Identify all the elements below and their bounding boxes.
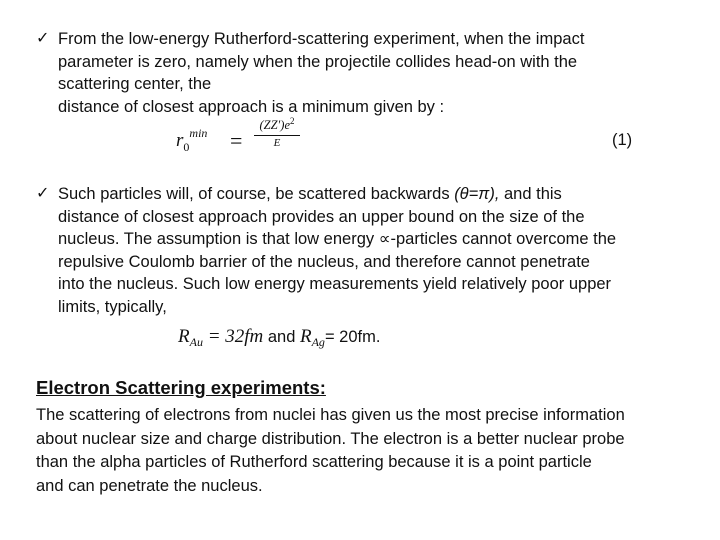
- nuclear-radii: [178, 326, 380, 348]
- bullet-upper-bound: [36, 183, 696, 318]
- radius-value: = 32fm: [202, 326, 264, 347]
- text-line: repulsive Coulomb barrier of the nucleus, and therefore cannot penetrate: [58, 252, 590, 271]
- text-segment: and this: [499, 185, 562, 203]
- bullet-closest-approach: [36, 28, 696, 118]
- equation-closest-approach: [176, 118, 636, 162]
- radius-value: = 20fm.: [324, 328, 381, 346]
- section-heading: Electron Scattering experiments:: [36, 377, 326, 398]
- radius-symbol: R: [178, 326, 190, 347]
- fraction-bar: [254, 135, 300, 136]
- text-line: distance of closest approach provides an upper bound on the size of the: [58, 207, 585, 226]
- text-segment: Such particles will, of course, be scattered backwards: [58, 185, 455, 203]
- numerator-text: (ZZ′)e: [259, 118, 290, 132]
- text-line: distance of closest approach is a minimum given by :: [58, 97, 445, 116]
- fraction-denominator: E: [273, 137, 281, 149]
- text-line: [58, 183, 696, 206]
- equation-fraction: [254, 118, 300, 149]
- bullet-text: [58, 183, 696, 318]
- text-line: scattering center, the: [58, 75, 212, 93]
- section-body: [36, 404, 706, 498]
- text-line: and can penetrate the nucleus.: [36, 476, 263, 495]
- radius-symbol: R: [299, 326, 312, 347]
- text-line: parameter is zero, namely when the projectile collides head-on with the: [58, 52, 578, 71]
- bullet-text: [58, 28, 696, 118]
- text-line: nucleus. The assumption is that low energy ∝-particles cannot overcome the: [58, 230, 617, 248]
- lhs-base: r: [176, 130, 184, 151]
- lhs-subscript: 0: [183, 140, 190, 154]
- radius-subscript: Ag: [311, 335, 325, 349]
- text-line: From the low-energy Rutherford-scattering experiment, when the impact: [58, 30, 585, 48]
- text-line: into the nucleus. Such low energy measurements yield relatively poor upper: [58, 275, 612, 293]
- radius-subscript: Au: [189, 335, 203, 349]
- check-mark-icon: ✓: [36, 183, 50, 202]
- check-mark-icon: ✓: [36, 28, 50, 47]
- fraction-numerator: [254, 118, 300, 133]
- scattering-angle: (θ=π),: [454, 185, 500, 203]
- text-line: than the alpha particles of Rutherford scattering because it is a point particle: [36, 453, 592, 471]
- text-line: limits, typically,: [58, 297, 167, 316]
- radius-ag: [300, 326, 325, 347]
- lhs-superscript: min: [189, 126, 208, 140]
- equation-lhs: [176, 126, 208, 154]
- text-line: The scattering of electrons from nuclei has given us the most precise information: [36, 406, 625, 424]
- numerator-exponent: 2: [290, 116, 295, 126]
- text-line: about nuclear size and charge distribution. The electron is a better nuclear probe: [36, 429, 625, 448]
- equation-number: (1): [612, 131, 633, 149]
- equals-sign: =: [230, 128, 243, 153]
- connector-text: and: [263, 328, 300, 346]
- radius-au: [178, 326, 263, 347]
